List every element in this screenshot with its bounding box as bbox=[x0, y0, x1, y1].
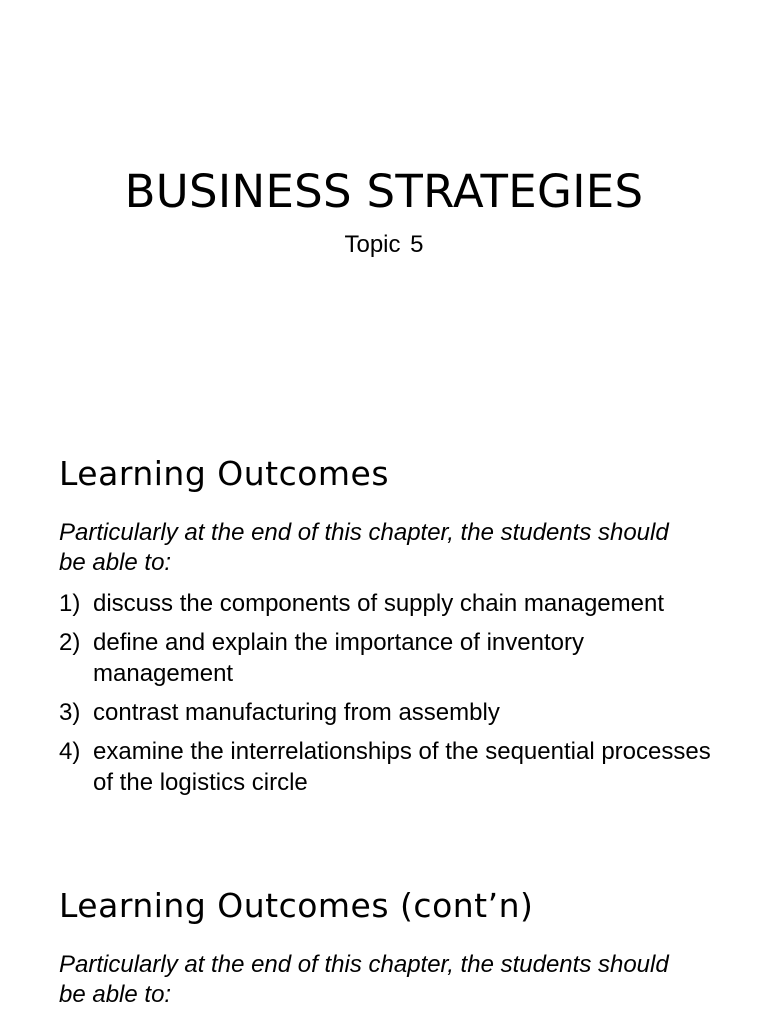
slide-heading: Learning Outcomes (cont’n) bbox=[59, 886, 534, 925]
item-text: contrast manufacturing from assembly bbox=[93, 699, 500, 726]
item-number: 2) bbox=[59, 629, 81, 656]
intro-text: Particularly at the end of this chapter, the students should be able to: bbox=[59, 951, 669, 1008]
item-text: define and explain the importance of inventory management bbox=[93, 629, 584, 687]
topic-subtitle: Topic 5 bbox=[344, 231, 424, 258]
presentation-title: BUSINESS STRATEGIES bbox=[124, 165, 644, 218]
item-text: examine the interrelationships of the sequential processes of the logistics circle bbox=[93, 738, 711, 796]
item-number: 3) bbox=[59, 699, 81, 726]
learning-outcomes-continued-slide bbox=[0, 864, 768, 1024]
list-item bbox=[59, 627, 719, 689]
item-number: 1) bbox=[59, 590, 81, 617]
list-item bbox=[59, 588, 719, 619]
list-item bbox=[59, 736, 719, 798]
slide-heading: Learning Outcomes bbox=[59, 454, 390, 493]
outcomes-list bbox=[59, 588, 719, 806]
title-slide bbox=[0, 0, 768, 432]
intro-text: Particularly at the end of this chapter, the students should be able to: bbox=[59, 519, 669, 576]
list-item bbox=[59, 697, 719, 728]
item-text: discuss the components of supply chain management bbox=[93, 590, 664, 617]
item-number: 4) bbox=[59, 738, 81, 765]
learning-outcomes-slide bbox=[0, 432, 768, 864]
